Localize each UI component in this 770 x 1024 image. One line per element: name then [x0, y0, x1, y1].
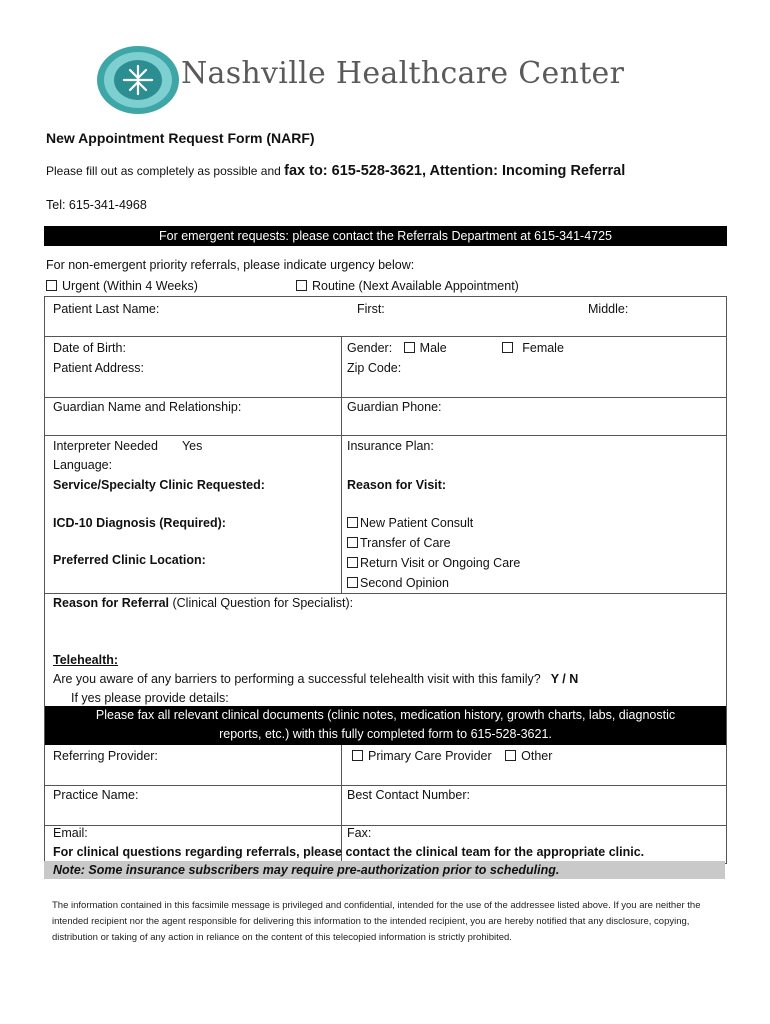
fax-label: Fax:	[347, 826, 372, 840]
urgency-instruction: For non-emergent priority referrals, please indicate urgency below:	[46, 258, 415, 272]
confidentiality-disclaimer: The information contained in this facsimile message is privileged and confidential, intended for the use of the addressee listed above. If you are neither the intended recipient nor the agent responsible for delivering this information to the intended recipient, you are hereby notified that any disclosure, copying, distribution or taking of any action in reliance on the content of this telecopied information is strictly prohibited.	[52, 900, 701, 943]
interpreter-yes-option[interactable]: Yes	[181, 439, 203, 453]
zip-code-label: Zip Code:	[347, 361, 402, 375]
patient-last-name-label: Patient Last Name:	[53, 302, 160, 316]
reason-for-referral-label: Reason for Referral (Clinical Question for Specialist):	[53, 596, 354, 610]
urgent-option[interactable]: Urgent (Within 4 Weeks)	[46, 279, 198, 293]
telehealth-heading: Telehealth:	[53, 653, 119, 667]
visit-option-transfer[interactable]: Transfer of Care	[347, 536, 451, 550]
interpreter-field: Interpreter Needed Yes	[53, 439, 203, 453]
clinical-questions-note: For clinical questions regarding referrals, please contact the clinical team for the appropriate clinic.	[53, 845, 645, 859]
fax-instruction: fax to: 615-528-3621, Attention: Incoming Referral	[284, 163, 626, 179]
referring-provider-label: Referring Provider:	[53, 749, 158, 763]
visit-option-second-opinion[interactable]: Second Opinion	[347, 576, 449, 590]
form-title: New Appointment Request Form (NARF)	[46, 130, 315, 146]
telehealth-question: Are you aware of any barriers to performing a successful telehealth visit with this family? Y / N	[53, 672, 579, 686]
insurance-plan-label: Insurance Plan:	[347, 439, 434, 453]
first-name-label: First:	[357, 302, 385, 316]
guardian-phone-label: Guardian Phone:	[347, 400, 442, 414]
gender-field: Gender: Male Female	[347, 341, 564, 355]
practice-name-label: Practice Name:	[53, 788, 139, 802]
icd10-label: ICD-10 Diagnosis (Required):	[53, 516, 226, 530]
pre-authorization-note: Note: Some insurance subscribers may require pre-authorization prior to scheduling.	[44, 861, 725, 879]
guardian-name-label: Guardian Name and Relationship:	[53, 400, 242, 414]
patient-address-label: Patient Address:	[53, 361, 145, 375]
referral-form-table	[44, 296, 727, 864]
telehealth-yn[interactable]: Y / N	[550, 672, 579, 686]
other-provider-checkbox[interactable]	[505, 750, 516, 761]
visit-option-return[interactable]: Return Visit or Ongoing Care	[347, 556, 520, 570]
primary-care-checkbox[interactable]	[352, 750, 363, 761]
if-yes-details-label: If yes please provide details:	[71, 691, 229, 705]
return-visit-checkbox[interactable]	[347, 557, 358, 568]
new-patient-checkbox[interactable]	[347, 517, 358, 528]
logo-text: Nashville Healthcare Center	[181, 56, 625, 91]
email-label: Email:	[53, 826, 88, 840]
fax-documents-bar: Please fax all relevant clinical documents (clinic notes, medication history, growth charts, labs, diagnostic reports, etc.) with this fully completed form to 615-528-3621.	[45, 706, 726, 745]
reason-for-visit-label: Reason for Visit:	[347, 478, 447, 492]
dob-label: Date of Birth:	[53, 341, 126, 355]
service-clinic-label: Service/Specialty Clinic Requested:	[53, 478, 265, 492]
female-checkbox[interactable]	[502, 342, 513, 353]
preferred-location-label: Preferred Clinic Location:	[53, 553, 206, 567]
logo-emblem-icon	[95, 44, 181, 116]
middle-name-label: Middle:	[588, 302, 629, 316]
best-contact-label: Best Contact Number:	[347, 788, 470, 802]
language-label: Language:	[53, 458, 113, 472]
transfer-checkbox[interactable]	[347, 537, 358, 548]
visit-option-new-patient[interactable]: New Patient Consult	[347, 516, 473, 530]
routine-checkbox[interactable]	[296, 280, 307, 291]
provider-type-field: Primary Care Provider Other	[352, 749, 552, 763]
male-checkbox[interactable]	[404, 342, 415, 353]
routine-option[interactable]: Routine (Next Available Appointment)	[296, 279, 519, 293]
emergent-requests-bar: For emergent requests: please contact the Referrals Department at 615-341-4725	[44, 226, 727, 246]
urgent-checkbox[interactable]	[46, 280, 57, 291]
telephone: Tel: 615-341-4968	[46, 198, 147, 212]
instructions: Please fill out as completely as possible and fax to: 615-528-3621, Attention: Incoming Referral	[46, 163, 626, 179]
second-opinion-checkbox[interactable]	[347, 577, 358, 588]
